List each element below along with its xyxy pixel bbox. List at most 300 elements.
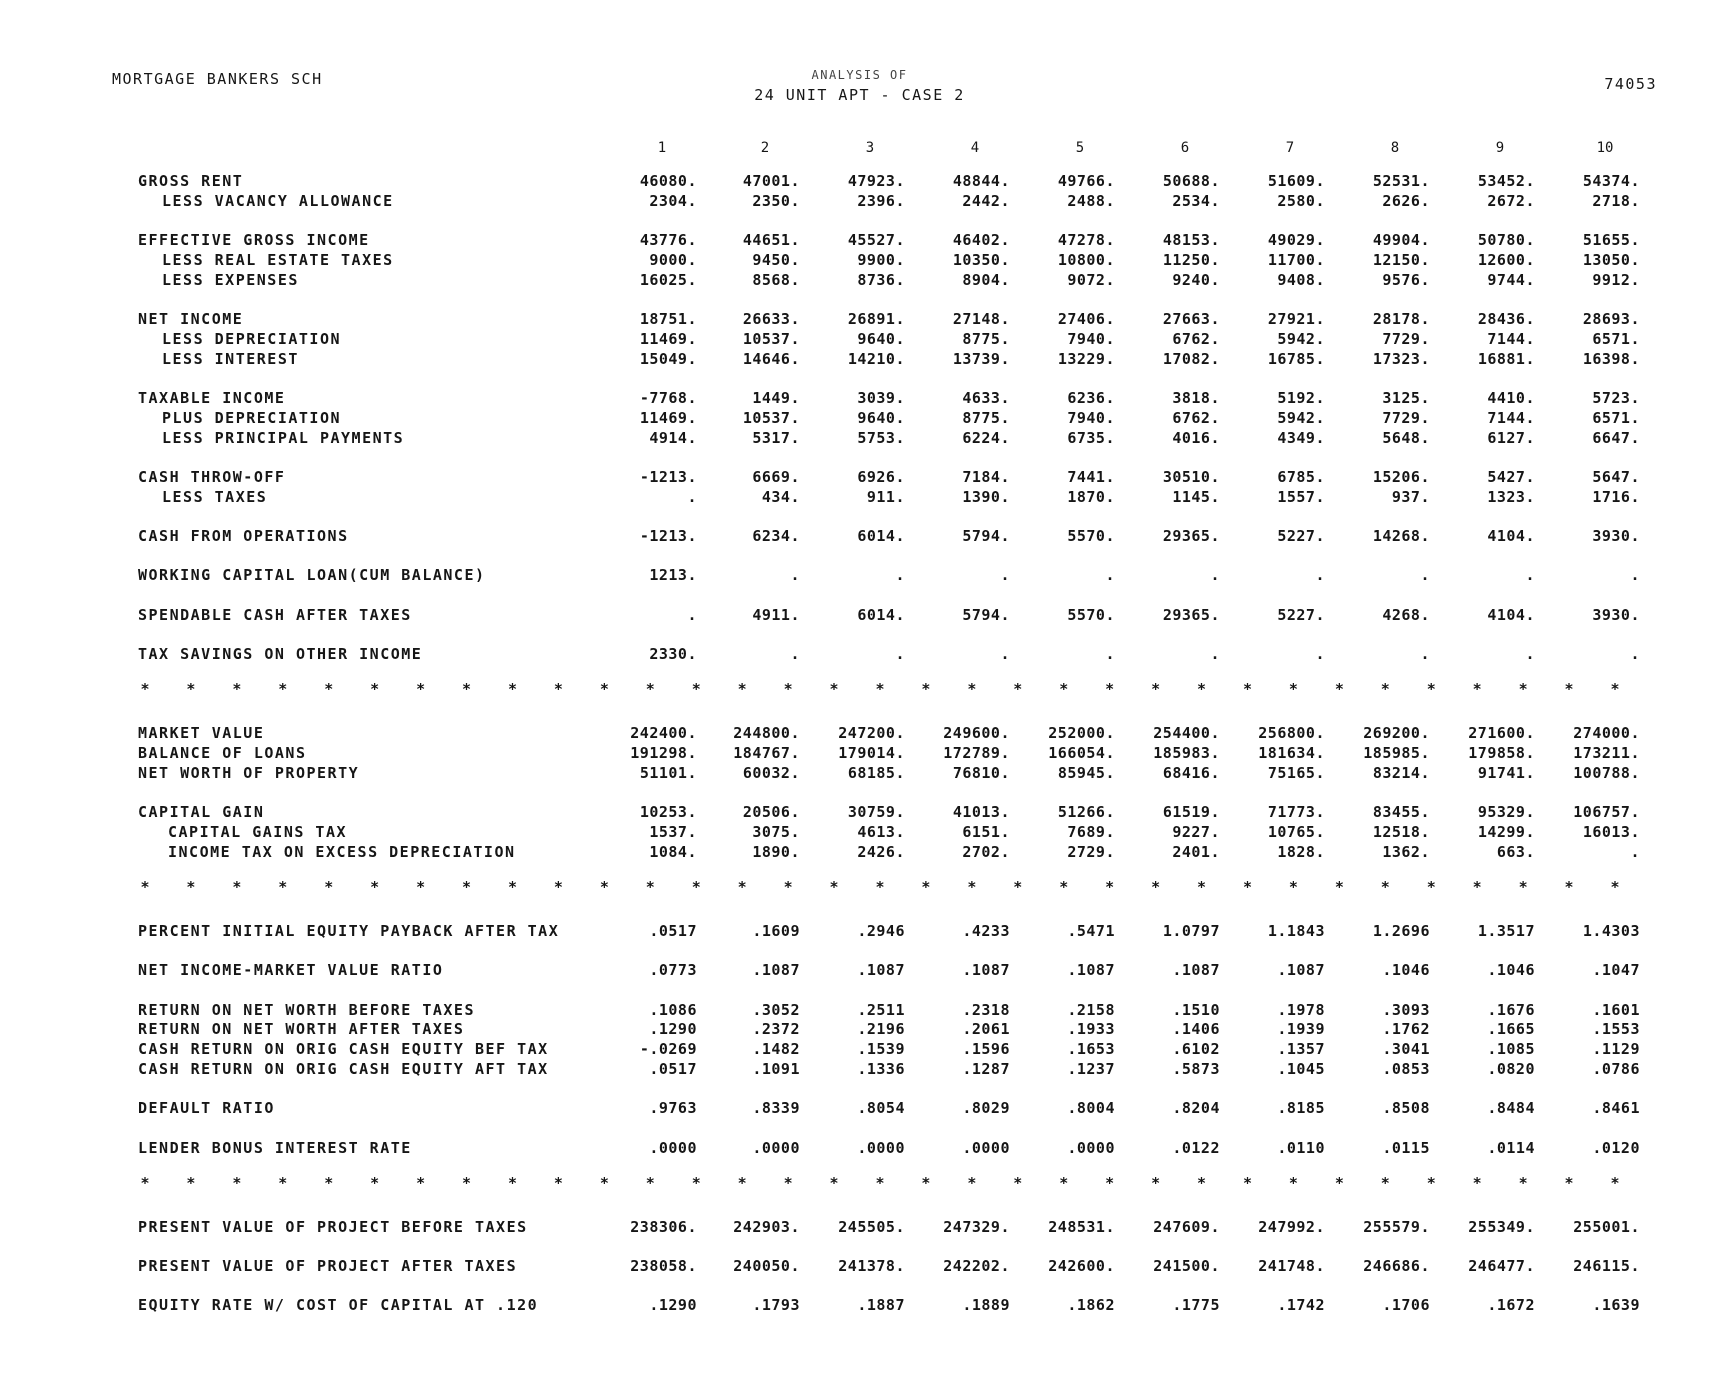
row-label: LESS VACANCY ALLOWANCE xyxy=(162,191,394,210)
row-label: CASH FROM OPERATIONS xyxy=(138,526,349,545)
row-value: 244800. xyxy=(733,724,800,743)
row-value: 43776. xyxy=(639,231,697,250)
row-label: CASH RETURN ON ORIG CASH EQUITY BEF TAX xyxy=(138,1040,549,1059)
row-value: 6647. xyxy=(1592,428,1640,447)
row-label: BALANCE OF LOANS xyxy=(138,743,307,762)
row-value: 6926. xyxy=(857,467,905,486)
row-value: 61519. xyxy=(1162,803,1220,821)
row-value: 20506. xyxy=(742,803,800,821)
row-value: 16785. xyxy=(1267,349,1325,368)
row-value: .0122 xyxy=(1172,1138,1220,1157)
row-value: 27148. xyxy=(952,310,1010,328)
row-value: .8204 xyxy=(1172,1099,1220,1118)
table-row xyxy=(0,922,1719,942)
table-row xyxy=(0,1218,1719,1238)
row-value: .1775 xyxy=(1172,1296,1220,1315)
row-value: .5873 xyxy=(1172,1059,1220,1078)
row-value: 10537. xyxy=(742,408,800,427)
row-value: .3052 xyxy=(752,1000,800,1019)
row-value: 191298. xyxy=(630,743,697,762)
row-value: .1889 xyxy=(962,1296,1010,1315)
row-value: .3093 xyxy=(1382,1000,1430,1019)
table-row xyxy=(0,409,1719,429)
row-value: . xyxy=(687,487,697,506)
row-value: 2718. xyxy=(1592,191,1640,210)
column-header: 10 xyxy=(1596,140,1614,156)
row-value: 9640. xyxy=(857,329,905,348)
row-value: 83455. xyxy=(1372,803,1430,821)
row-value: .1596 xyxy=(962,1040,1010,1059)
row-value: 6762. xyxy=(1172,329,1220,348)
row-value: 1390. xyxy=(962,487,1010,506)
table-row xyxy=(0,389,1719,409)
row-value: 6785. xyxy=(1277,467,1325,486)
row-value: 15206. xyxy=(1372,467,1430,486)
row-value: 8775. xyxy=(962,329,1010,348)
row-label: CAPITAL GAIN xyxy=(138,803,265,821)
row-value: 245505. xyxy=(838,1217,905,1236)
row-value: -7768. xyxy=(639,388,697,407)
row-value: 2401. xyxy=(1172,842,1220,861)
row-value: . xyxy=(895,566,905,585)
row-value: .0853 xyxy=(1382,1059,1430,1078)
row-value: .1087 xyxy=(962,961,1010,980)
table-row xyxy=(0,724,1719,744)
row-value: .1653 xyxy=(1067,1040,1115,1059)
row-value: 7940. xyxy=(1067,329,1115,348)
row-value: 663. xyxy=(1496,842,1535,861)
table-row xyxy=(0,172,1719,192)
row-value: 911. xyxy=(866,487,905,506)
row-value: 1537. xyxy=(649,822,697,841)
row-value: 173211. xyxy=(1573,743,1640,762)
row-value: .1287 xyxy=(962,1059,1010,1078)
table-row xyxy=(0,527,1719,547)
row-value: .8484 xyxy=(1487,1099,1535,1118)
row-value: 1.4303 xyxy=(1582,921,1640,940)
row-value: 3930. xyxy=(1592,605,1640,624)
row-value: 5648. xyxy=(1382,428,1430,447)
table-row xyxy=(0,645,1719,665)
row-value: 3818. xyxy=(1172,388,1220,407)
row-value: 29365. xyxy=(1162,526,1220,545)
row-value: .1290 xyxy=(649,1296,697,1315)
column-header: 2 xyxy=(760,140,770,156)
row-value: 68185. xyxy=(847,763,905,782)
row-value: 27663. xyxy=(1162,310,1220,328)
row-value: 10537. xyxy=(742,329,800,348)
row-value: 238306. xyxy=(630,1217,697,1236)
row-label: LESS DEPRECIATION xyxy=(162,329,342,348)
row-value: 28178. xyxy=(1372,310,1430,328)
row-value: 9912. xyxy=(1592,270,1640,289)
row-value: 29365. xyxy=(1162,605,1220,624)
row-value: 28436. xyxy=(1477,310,1535,328)
row-value: .0517 xyxy=(649,1059,697,1078)
row-value: 9000. xyxy=(649,250,697,269)
row-value: 7729. xyxy=(1382,329,1430,348)
row-value: 9072. xyxy=(1067,270,1115,289)
row-value: 1890. xyxy=(752,842,800,861)
row-value: 13229. xyxy=(1057,349,1115,368)
row-value: 6127. xyxy=(1487,428,1535,447)
row-value: 247200. xyxy=(838,724,905,743)
row-value: 249600. xyxy=(943,724,1010,743)
row-value: .2372 xyxy=(752,1020,800,1039)
row-value: 238058. xyxy=(630,1257,697,1276)
row-value: 1145. xyxy=(1172,487,1220,506)
row-value: .1045 xyxy=(1277,1059,1325,1078)
row-value: 18751. xyxy=(639,310,697,328)
row-value: . xyxy=(1105,644,1115,663)
row-value: 100788. xyxy=(1573,763,1640,782)
row-label: GROSS RENT xyxy=(138,172,244,190)
row-value: 181634. xyxy=(1258,743,1325,762)
row-value: 256800. xyxy=(1258,724,1325,743)
row-value: .0820 xyxy=(1487,1059,1535,1078)
row-value: 1.2696 xyxy=(1372,921,1430,940)
row-value: 4911. xyxy=(752,605,800,624)
row-value: 4268. xyxy=(1382,605,1430,624)
row-value: 7729. xyxy=(1382,408,1430,427)
row-value: 1.1843 xyxy=(1267,921,1325,940)
row-value: 14646. xyxy=(742,349,800,368)
row-value: .1046 xyxy=(1382,961,1430,980)
row-value: 2702. xyxy=(962,842,1010,861)
row-value: 185983. xyxy=(1153,743,1220,762)
column-header: 6 xyxy=(1180,140,1190,156)
row-label: TAX SAVINGS ON OTHER INCOME xyxy=(138,644,423,663)
row-value: .1085 xyxy=(1487,1040,1535,1059)
row-value: 7184. xyxy=(962,467,1010,486)
table-row xyxy=(0,803,1719,823)
row-value: 1.0797 xyxy=(1162,921,1220,940)
row-value: 51266. xyxy=(1057,803,1115,821)
report-number: 74053 xyxy=(1604,75,1657,93)
table-row xyxy=(0,764,1719,784)
row-value: 4104. xyxy=(1487,526,1535,545)
row-value: . xyxy=(790,566,800,585)
row-value: 4104. xyxy=(1487,605,1535,624)
row-value: 6571. xyxy=(1592,329,1640,348)
row-value: 76810. xyxy=(952,763,1010,782)
table-row xyxy=(0,271,1719,291)
row-value: 274000. xyxy=(1573,724,1640,743)
table-row xyxy=(0,606,1719,626)
row-value: 179014. xyxy=(838,743,905,762)
row-value: 53452. xyxy=(1477,172,1535,190)
row-value: 45527. xyxy=(847,231,905,250)
row-value: .1087 xyxy=(752,961,800,980)
table-row xyxy=(0,744,1719,764)
table-row xyxy=(0,961,1719,981)
row-label: LESS INTEREST xyxy=(162,349,299,368)
row-value: 49766. xyxy=(1057,172,1115,190)
row-value: 179858. xyxy=(1468,743,1535,762)
row-value: 6735. xyxy=(1067,428,1115,447)
table-row xyxy=(0,468,1719,488)
row-value: .1357 xyxy=(1277,1040,1325,1059)
asterisk-divider: * * * * * * * * * * * * * * * * * * * * * * * * * * * * * * * * * xyxy=(140,680,1620,699)
row-value: 7144. xyxy=(1487,329,1535,348)
row-value: 3075. xyxy=(752,822,800,841)
row-value: .3041 xyxy=(1382,1040,1430,1059)
row-value: 47923. xyxy=(847,172,905,190)
row-value: 7441. xyxy=(1067,467,1115,486)
row-value: 6234. xyxy=(752,526,800,545)
row-value: . xyxy=(1000,644,1010,663)
row-value: .4233 xyxy=(962,921,1010,940)
row-value: 172789. xyxy=(943,743,1010,762)
row-label: PRESENT VALUE OF PROJECT AFTER TAXES xyxy=(138,1257,518,1276)
row-value: .1046 xyxy=(1487,961,1535,980)
row-label: MARKET VALUE xyxy=(138,724,265,743)
row-value: .0110 xyxy=(1277,1138,1325,1157)
row-value: .0000 xyxy=(649,1138,697,1157)
table-row xyxy=(0,488,1719,508)
row-value: 5427. xyxy=(1487,467,1535,486)
table-row xyxy=(0,843,1719,863)
row-value: 44651. xyxy=(742,231,800,250)
row-value: .0517 xyxy=(649,921,697,940)
row-value: 11469. xyxy=(639,329,697,348)
row-value: 1557. xyxy=(1277,487,1325,506)
row-value: 2488. xyxy=(1067,191,1115,210)
row-label: INCOME TAX ON EXCESS DEPRECIATION xyxy=(168,842,516,861)
row-value: 2534. xyxy=(1172,191,1220,210)
row-value: .8185 xyxy=(1277,1099,1325,1118)
row-value: 5794. xyxy=(962,605,1010,624)
row-value: 5227. xyxy=(1277,605,1325,624)
row-value: .1091 xyxy=(752,1059,800,1078)
row-value: .1939 xyxy=(1277,1020,1325,1039)
row-value: 246115. xyxy=(1573,1257,1640,1276)
row-label: CASH THROW-OFF xyxy=(138,467,286,486)
row-value: 5794. xyxy=(962,526,1010,545)
row-value: 6236. xyxy=(1067,388,1115,407)
row-value: 41013. xyxy=(952,803,1010,821)
row-value: 1449. xyxy=(752,388,800,407)
row-value: 12600. xyxy=(1477,250,1535,269)
row-value: 50780. xyxy=(1477,231,1535,250)
table-row xyxy=(0,1257,1719,1277)
row-value: 1323. xyxy=(1487,487,1535,506)
row-value: .2196 xyxy=(857,1020,905,1039)
row-value: 16398. xyxy=(1582,349,1640,368)
row-value: . xyxy=(687,605,697,624)
row-value: 4410. xyxy=(1487,388,1535,407)
row-label: PRESENT VALUE OF PROJECT BEFORE TAXES xyxy=(138,1217,528,1236)
row-value: 6762. xyxy=(1172,408,1220,427)
table-row xyxy=(0,310,1719,330)
row-value: 13050. xyxy=(1582,250,1640,269)
row-value: 46402. xyxy=(952,231,1010,250)
row-value: .1672 xyxy=(1487,1296,1535,1315)
row-value: 434. xyxy=(761,487,800,506)
row-label: RETURN ON NET WORTH AFTER TAXES xyxy=(138,1020,465,1039)
table-row xyxy=(0,1040,1719,1060)
row-value: .1086 xyxy=(649,1000,697,1019)
table-row xyxy=(0,429,1719,449)
row-value: . xyxy=(1420,566,1430,585)
row-value: . xyxy=(1525,566,1535,585)
row-value: 17323. xyxy=(1372,349,1430,368)
row-value: 91741. xyxy=(1477,763,1535,782)
row-value: .0120 xyxy=(1592,1138,1640,1157)
row-value: 16881. xyxy=(1477,349,1535,368)
row-label: WORKING CAPITAL LOAN(CUM BALANCE) xyxy=(138,566,486,585)
row-value: 1084. xyxy=(649,842,697,861)
column-header: 8 xyxy=(1390,140,1400,156)
row-value: 13739. xyxy=(952,349,1010,368)
row-label: NET INCOME xyxy=(138,310,244,328)
table-row xyxy=(0,350,1719,370)
row-value: 2426. xyxy=(857,842,905,861)
row-value: 7689. xyxy=(1067,822,1115,841)
row-value: 83214. xyxy=(1372,763,1430,782)
row-value: -1213. xyxy=(639,467,697,486)
row-value: 14210. xyxy=(847,349,905,368)
row-value: 2350. xyxy=(752,191,800,210)
row-value: 1.3517 xyxy=(1477,921,1535,940)
row-value: 246477. xyxy=(1468,1257,1535,1276)
row-value: 255001. xyxy=(1573,1217,1640,1236)
row-value: 5317. xyxy=(752,428,800,447)
table-row xyxy=(0,1296,1719,1316)
row-value: .1087 xyxy=(1067,961,1115,980)
row-value: 28693. xyxy=(1582,310,1640,328)
row-label: LESS PRINCIPAL PAYMENTS xyxy=(162,428,405,447)
row-value: 184767. xyxy=(733,743,800,762)
row-value: .8054 xyxy=(857,1099,905,1118)
row-value: .1539 xyxy=(857,1040,905,1059)
row-value: .1087 xyxy=(857,961,905,980)
row-value: 10800. xyxy=(1057,250,1115,269)
table-row xyxy=(0,192,1719,212)
row-value: 4016. xyxy=(1172,428,1220,447)
row-value: 5570. xyxy=(1067,605,1115,624)
row-label: NET INCOME-MARKET VALUE RATIO xyxy=(138,961,444,980)
row-label: EQUITY RATE W/ COST OF CAPITAL AT .120 xyxy=(138,1296,539,1315)
row-value: 71773. xyxy=(1267,803,1325,821)
row-value: .1676 xyxy=(1487,1000,1535,1019)
row-label: LESS REAL ESTATE TAXES xyxy=(162,250,394,269)
column-header: 3 xyxy=(865,140,875,156)
row-value: .1087 xyxy=(1277,961,1325,980)
row-label: CAPITAL GAINS TAX xyxy=(168,822,348,841)
row-value: 12150. xyxy=(1372,250,1430,269)
column-header: 5 xyxy=(1075,140,1085,156)
row-value: 252000. xyxy=(1048,724,1115,743)
row-value: . xyxy=(1315,644,1325,663)
row-value: 6571. xyxy=(1592,408,1640,427)
row-value: 6014. xyxy=(857,526,905,545)
row-value: .2511 xyxy=(857,1000,905,1019)
row-value: .1290 xyxy=(649,1020,697,1039)
row-value: 12518. xyxy=(1372,822,1430,841)
row-value: .1862 xyxy=(1067,1296,1115,1315)
row-label: LESS TAXES xyxy=(162,487,268,506)
row-value: 11700. xyxy=(1267,250,1325,269)
row-value: 246686. xyxy=(1363,1257,1430,1276)
row-value: 5753. xyxy=(857,428,905,447)
row-value: 47001. xyxy=(742,172,800,190)
row-value: .0000 xyxy=(857,1138,905,1157)
row-value: 54374. xyxy=(1582,172,1640,190)
row-label: SPENDABLE CASH AFTER TAXES xyxy=(138,605,412,624)
row-value: 27921. xyxy=(1267,310,1325,328)
row-value: 1362. xyxy=(1382,842,1430,861)
row-value: .1406 xyxy=(1172,1020,1220,1039)
row-value: 241500. xyxy=(1153,1257,1220,1276)
row-label: CASH RETURN ON ORIG CASH EQUITY AFT TAX xyxy=(138,1059,549,1078)
row-value: 11250. xyxy=(1162,250,1220,269)
row-value: 4349. xyxy=(1277,428,1325,447)
table-row xyxy=(0,566,1719,586)
row-value: .1706 xyxy=(1382,1296,1430,1315)
row-value: .1510 xyxy=(1172,1000,1220,1019)
row-value: 255579. xyxy=(1363,1217,1430,1236)
row-value: 8904. xyxy=(962,270,1010,289)
row-value: 9408. xyxy=(1277,270,1325,289)
row-value: 3930. xyxy=(1592,526,1640,545)
table-row xyxy=(0,1099,1719,1119)
row-value: .1336 xyxy=(857,1059,905,1078)
row-value: 9900. xyxy=(857,250,905,269)
table-row xyxy=(0,231,1719,251)
row-value: .2318 xyxy=(962,1000,1010,1019)
row-value: 2442. xyxy=(962,191,1010,210)
row-value: 51609. xyxy=(1267,172,1325,190)
row-value: . xyxy=(790,644,800,663)
row-label: DEFAULT RATIO xyxy=(138,1099,275,1118)
row-value: .0000 xyxy=(962,1138,1010,1157)
row-value: 3039. xyxy=(857,388,905,407)
row-value: .6102 xyxy=(1172,1040,1220,1059)
row-value: 2396. xyxy=(857,191,905,210)
row-value: .1129 xyxy=(1592,1040,1640,1059)
row-value: 6151. xyxy=(962,822,1010,841)
row-value: 46080. xyxy=(639,172,697,190)
row-value: .1933 xyxy=(1067,1020,1115,1039)
row-value: .0773 xyxy=(649,961,697,980)
report-title-line2: 24 UNIT APT - CASE 2 xyxy=(754,86,965,104)
row-value: 1828. xyxy=(1277,842,1325,861)
row-value: 52531. xyxy=(1372,172,1430,190)
asterisk-divider: * * * * * * * * * * * * * * * * * * * * * * * * * * * * * * * * * xyxy=(140,877,1620,896)
row-value: 1213. xyxy=(649,566,697,585)
row-value: .0114 xyxy=(1487,1138,1535,1157)
row-label: EFFECTIVE GROSS INCOME xyxy=(138,231,370,250)
row-value: 9744. xyxy=(1487,270,1535,289)
row-value: .1087 xyxy=(1172,961,1220,980)
row-value: . xyxy=(1630,644,1640,663)
row-value: . xyxy=(1210,566,1220,585)
row-value: 255349. xyxy=(1468,1217,1535,1236)
row-value: 2304. xyxy=(649,191,697,210)
row-value: . xyxy=(1630,842,1640,861)
table-row xyxy=(0,1139,1719,1159)
row-label: PLUS DEPRECIATION xyxy=(162,408,342,427)
row-label: PERCENT INITIAL EQUITY PAYBACK AFTER TAX xyxy=(138,921,560,940)
row-label: RETURN ON NET WORTH BEFORE TAXES xyxy=(138,1000,475,1019)
row-value: .8029 xyxy=(962,1099,1010,1118)
row-value: 248531. xyxy=(1048,1217,1115,1236)
row-value: 26891. xyxy=(847,310,905,328)
row-value: 247609. xyxy=(1153,1217,1220,1236)
row-value: 4914. xyxy=(649,428,697,447)
row-value: 50688. xyxy=(1162,172,1220,190)
